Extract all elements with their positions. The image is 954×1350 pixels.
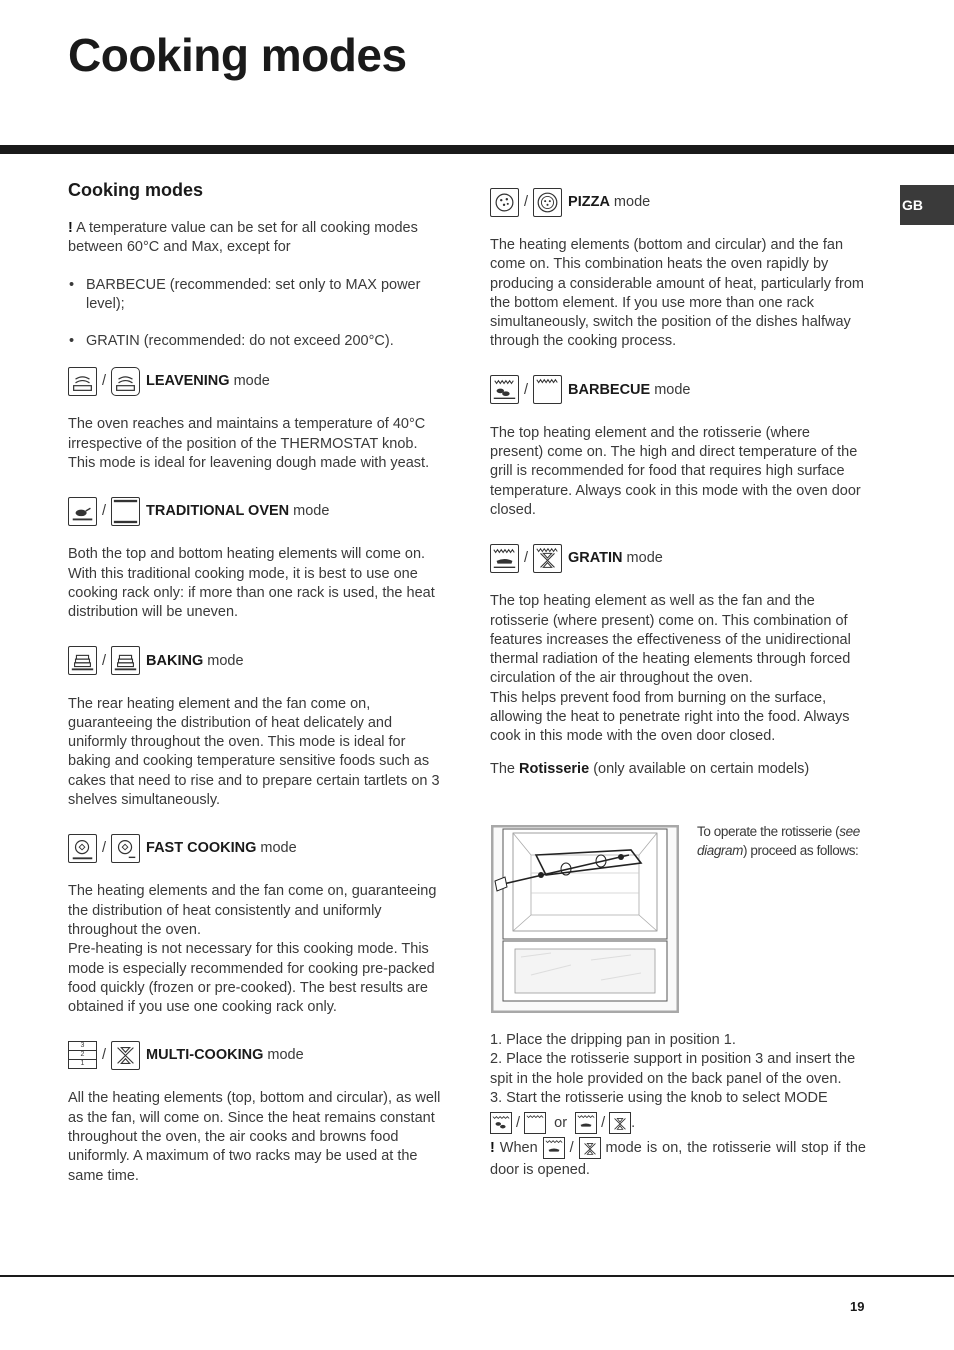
mode-name: LEAVENING — [146, 373, 230, 390]
mode-suffix: mode — [207, 652, 244, 669]
rotisserie-post: (only available on certain models) — [593, 760, 810, 777]
mode-name: BARBECUE — [568, 381, 651, 398]
fast-cooking-description-2: Pre-heating is not necessary for this cooking mode. This mode is especially recommended for cooking pre-packed food quickly (frozen or pre-cooked). The best results are obtained if you use one cooking rack only. — [68, 941, 435, 1016]
mode-heading-traditional: / TRADITIONAL OVEN mode — [68, 495, 444, 527]
top-element-icon — [533, 375, 562, 404]
mode-suffix: mode — [267, 1047, 304, 1064]
mode-heading-fast-cooking: / FAST COOKING mode — [68, 832, 444, 864]
warning-mark: ! — [68, 220, 73, 236]
leavening-icon — [68, 367, 97, 396]
rotisserie-steps — [490, 1031, 866, 1181]
right-column — [490, 186, 866, 779]
mode-suffix: mode — [260, 840, 297, 857]
pizza-description: The heating elements (bottom and circular) and the fan come on. This combination heats the oven rapidly by producing a considerable amount of heat, particularly from the bottom element. If you use more than one rack simultaneously, switch the position of the dishes halfway through the cooking process. — [490, 237, 864, 350]
top-element-icon — [524, 1112, 546, 1134]
mode-heading-leavening: / LEAVENING mode — [68, 365, 444, 397]
intro-paragraph — [68, 219, 444, 258]
or-text: or — [554, 1115, 568, 1132]
warning-when: When — [499, 1140, 538, 1157]
gratin-fan-icon — [609, 1112, 631, 1134]
leavening-icon-alt — [111, 367, 140, 396]
mode-suffix: mode — [293, 503, 330, 520]
mode-suffix: mode — [613, 194, 651, 210]
list-item: • BARBECUE (recommended: set only to MAX power level); — [68, 276, 444, 315]
header-rule — [0, 145, 954, 154]
shelf-label: 1 — [80, 1060, 85, 1068]
gratin-icon — [543, 1137, 565, 1159]
rotisserie-pre: The — [490, 760, 515, 777]
mode-heading-barbecue: / BARBECUE mode — [490, 374, 866, 406]
mode-name: GRATIN — [568, 550, 623, 567]
language-tab: GB — [900, 185, 954, 225]
exceptions-list — [68, 276, 444, 352]
traditional-description: Both the top and bottom heating elements will come on. With this traditional cooking mode, it is best to use one cooking rack only: if more than one rack is used, the heat distribution will be uneven. — [68, 546, 435, 621]
mode-name: TRADITIONAL OVEN — [146, 503, 290, 520]
slash: / — [601, 1115, 606, 1132]
gratin-description-1: The top heating element as well as the fan and the rotisserie (where present) come on. This combination of features increases the effectiveness of the unidirectional thermal radiation of the heating elements through forced circulation of the air throughout the oven. — [490, 593, 851, 687]
mode-suffix: mode — [233, 373, 270, 390]
gratin-description-2: This helps prevent food from burning on the surface, allowing the heat to penetrate right into the food. Always cook in this mode with the oven door closed. — [490, 689, 850, 745]
mode-name: FAST COOKING — [146, 840, 257, 857]
rotisserie-label: Rotisserie — [519, 760, 590, 777]
warning-rest: mode is on, the rotisserie will stop if the door is opened. — [490, 1140, 866, 1179]
multi-cooking-description: All the heating elements (top, bottom and circular), as well as the fan, will come on. Since the heat remains constant throughout the oven, the air cooks and browns food uniformly. A maximum of two racks may be used at the same time. — [68, 1090, 441, 1184]
rotisserie-warning — [490, 1137, 866, 1181]
page-title: Cooking modes — [68, 29, 407, 81]
left-column — [68, 180, 444, 1186]
warning-mark: ! — [490, 1140, 495, 1157]
shelf-label: 2 — [69, 1051, 96, 1060]
mode-suffix: mode — [626, 550, 663, 567]
gratin-icon — [575, 1112, 597, 1134]
baking-icon-alt — [111, 646, 140, 675]
section-heading: Cooking modes — [68, 180, 204, 200]
intro-text: A temperature value can be set for all cooking modes between 60°C and Max, except for — [68, 220, 418, 256]
gratin-fan-icon — [533, 544, 562, 573]
slash: / — [516, 1115, 521, 1132]
footer-rule — [0, 1275, 954, 1277]
multi-cooking-shelves-icon — [68, 1041, 97, 1069]
mode-heading-baking: / BAKING mode — [68, 645, 444, 677]
baking-description: The rear heating element and the fan come on, guaranteeing the distribution of heat delicately and uniformly throughout the oven. This mode is ideal for baking and cooking temperature sensitive foods such as cakes that need to rise and to prepare certain tartlets on 3 shelves simultaneously. — [68, 695, 440, 809]
step-item: 2. Place the rotisserie support in position 3 and insert the spit in the hole provided on the back panel of the oven. — [490, 1051, 856, 1087]
mode-name: BAKING — [146, 652, 204, 669]
mode-suffix: mode — [654, 381, 691, 398]
caption-post: ) proceed as follows: — [742, 843, 859, 858]
step-item: 3. Start the rotisserie using the knob to select MODE — [490, 1089, 828, 1106]
rotisserie-diagram — [491, 825, 679, 1013]
gratin-icon — [490, 544, 519, 573]
mode-heading-pizza: / PIZZA mode — [490, 186, 866, 218]
caption-pre: To operate the rotisserie ( — [697, 824, 840, 839]
fast-cooking-icon-alt — [111, 834, 140, 863]
top-bottom-element-icon — [111, 497, 140, 526]
barbecue-description: The top heating element and the rotisserie (where present) come on. The high and direct temperature of the grill is recommended for food that requires high surface temperature. Always cook in this mode with the oven door closed. — [490, 424, 861, 518]
traditional-oven-icon — [68, 497, 97, 526]
caption-italic: see diagram — [697, 824, 860, 858]
leavening-description: The oven reaches and maintains a temperature of 40°C irrespective of the position of the THERMOSTAT knob. This mode is ideal for leavening dough made with yeast. — [68, 416, 430, 472]
fast-cooking-icon — [68, 834, 97, 863]
barbecue-icon — [490, 375, 519, 404]
gratin-fan-icon — [579, 1137, 601, 1159]
mode-name: MULTI-COOKING — [146, 1047, 264, 1064]
rotisserie-diagram-caption — [697, 822, 867, 860]
mode-name: PIZZA — [568, 194, 610, 210]
barbecue-icon — [490, 1112, 512, 1134]
step-mode-icons: / or / . — [490, 1111, 866, 1135]
baking-icon — [68, 646, 97, 675]
slash: / — [569, 1140, 574, 1157]
mode-heading-gratin: / GRATIN mode — [490, 542, 866, 574]
mode-heading-multi-cooking: 3 2 1 / MULTI-COOKING mode — [68, 1039, 444, 1071]
shelf-label: 3 — [69, 1042, 96, 1051]
page-number: 19 — [850, 1299, 865, 1314]
list-item: • GRATIN (recommended: do not exceed 200°C). — [68, 332, 444, 351]
multi-cooking-icon — [111, 1041, 140, 1070]
fast-cooking-description-1: The heating elements and the fan come on, guaranteeing the distribution of heat consistently and uniformly throughout the oven. — [68, 883, 437, 938]
rotisserie-intro — [490, 760, 866, 779]
pizza-icon-alt — [533, 188, 562, 217]
step-item: 1. Place the dripping pan in position 1. — [490, 1032, 736, 1048]
pizza-icon — [490, 188, 519, 217]
